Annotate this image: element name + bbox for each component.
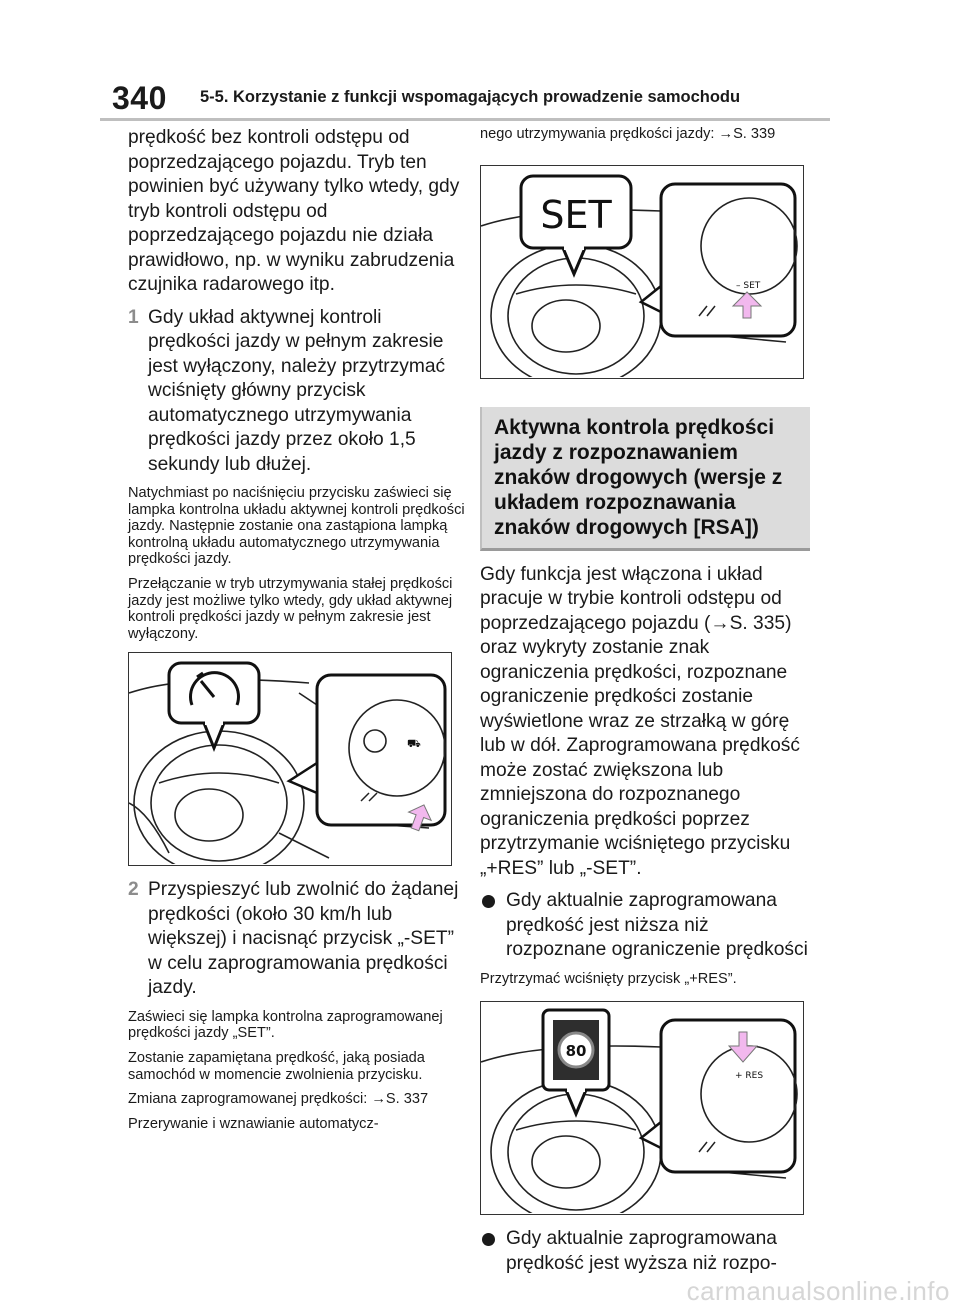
step-text: Przyspieszyć lub zwolnić do żądanej prędkości (około 30 km/h lub większej) i nacisnąć przycisk „-SET” w celu zaprogramowania prędkości jazdy. xyxy=(148,879,459,999)
note-paragraph: Przełączanie w tryb utrzymywania stałej prędkości jazdy jest możliwe tylko wtedy, gdy układ aktywnej kontroli prędkości jazdy w pełnym zakresie jest wyłączony. xyxy=(128,575,453,642)
steering-wheel-illustration xyxy=(129,653,450,864)
intro-paragraph: prędkość bez kontroli odstępu od poprzedzającego pojazdu. Tryb ten powinien być używany tylko wtedy, gdy tryb kontroli odstępu od poprzedzającego pojazdu nie działa prawidłowo, np. w wyniku zabrudzenia czujnika radarowego itp. xyxy=(128,127,460,295)
figure-res-button xyxy=(480,1001,804,1215)
figure-set-button xyxy=(480,165,804,379)
res-button-label: + RES xyxy=(735,1071,764,1082)
set-indicator-label: SET xyxy=(540,192,612,237)
watermark: carmanualsonline.info xyxy=(686,1276,950,1306)
step-number: 2 xyxy=(128,879,139,901)
body-paragraph: Gdy funkcja jest włączona i układ pracuje w trybie kontroli odstępu od poprzedzającego pojazdu (→S. 335) oraz wykryty zostanie znak ograniczenia prędkości, rozpoznane ograniczenie prędkości zostanie wyświetlone wraz ze strzałką w górę lub w dół. Zaprogramowana prędkość może zostać zwiększona lub zmniejszona do rozpoznanego ograniczenia prędkości poprzez przytrzymanie wciśniętego przycisku „+RES” lub „-SET”. xyxy=(480,563,800,879)
page-header xyxy=(100,80,830,116)
callout-button-closeup xyxy=(641,1020,797,1172)
note-paragraph: Przerywanie i wznawianie automatycz- xyxy=(128,1115,379,1132)
bullet-icon xyxy=(482,1233,495,1246)
note-paragraph: Zaświeci się lampka kontrolna zaprogramowanej prędkości jazdy „SET”. xyxy=(128,1008,443,1042)
bullet-item xyxy=(480,1227,810,1276)
callout-button-closeup xyxy=(289,675,445,833)
left-column xyxy=(128,126,468,1140)
callout-button-closeup xyxy=(641,184,797,336)
bullet-icon xyxy=(482,895,495,908)
speed-limit-value: 80 xyxy=(565,1042,587,1061)
note-paragraph: Przytrzymać wciśnięty przycisk „+RES”. xyxy=(480,970,737,987)
set-button-label: – SET xyxy=(736,280,761,291)
chapter-title: 5-5. Korzystanie z funkcji wspomagających prowadzenie samochodu xyxy=(200,88,741,106)
cruise-car-icon: ⛟ xyxy=(407,737,421,751)
step-number: 1 xyxy=(128,306,139,328)
right-column xyxy=(480,126,810,1284)
steering-wheel-illustration xyxy=(481,1002,802,1213)
section-heading-box xyxy=(480,407,810,551)
step-2 xyxy=(128,878,468,1001)
figure-cruise-main-switch xyxy=(128,652,452,866)
bullet-item xyxy=(480,889,810,963)
callout-speedometer xyxy=(169,663,259,748)
continued-note: nego utrzymywania prędkości jazdy: →S. 339 xyxy=(480,126,776,142)
step-text: Gdy układ aktywnej kontroli prędkości jazdy w pełnym zakresie jest wyłączony, należy przytrzymać wciśnięty główny przycisk automatycznego utrzymywania prędkości jazdy przez około 1,5 sekundy lub dłużej. xyxy=(148,306,446,475)
bullet-text: Gdy aktualnie zaprogramowana prędkość jest wyższa niż rozpo- xyxy=(506,1228,777,1274)
section-title: Aktywna kontrola prędkości jazdy z rozpoznawaniem znaków drogowych (wersje z układem rozpoznawania znaków drogowych [RSA]) xyxy=(494,415,783,539)
callout-speed-sign xyxy=(543,1010,609,1114)
steering-wheel-illustration xyxy=(481,166,802,377)
note-paragraph: Zmiana zaprogramowanej prędkości: →S. 337 xyxy=(128,1091,429,1108)
page-number: 340 xyxy=(112,80,167,116)
step-1 xyxy=(128,306,468,478)
note-paragraph: Zostanie zapamiętana prędkość, jaką posiada samochód w momencie zwolnienia przycisku. xyxy=(128,1050,425,1083)
note-paragraph: Natychmiast po naciśnięciu przycisku zaświeci się lampka kontrolna układu aktywnej kontroli prędkości jazdy. Następnie zostanie ona zastąpiona lampką kontrolną układu automatycznego utrzymywania prędkości jazdy. xyxy=(128,485,465,568)
header-rule xyxy=(100,118,830,121)
bullet-text: Gdy aktualnie zaprogramowana prędkość jest niższa niż rozpoznane ograniczenie prędkości xyxy=(506,890,808,961)
callout-set-indicator xyxy=(521,176,631,274)
